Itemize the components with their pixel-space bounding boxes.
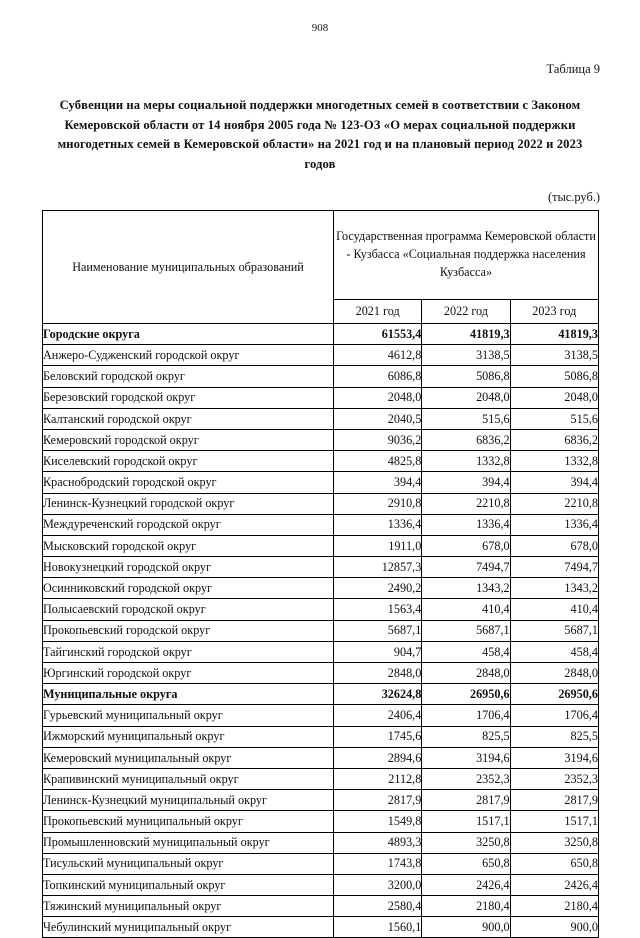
municipality-name-cell: Ижморский муниципальный округ — [43, 726, 334, 747]
value-cell-2023-год: 410,4 — [510, 599, 598, 620]
header-year-2021: 2021 год — [334, 300, 422, 324]
value-cell-2021-год: 1560,1 — [334, 917, 422, 938]
value-cell-2022-год: 1332,8 — [422, 451, 510, 472]
value-cell-2022-год: 394,4 — [422, 472, 510, 493]
municipality-name-cell: Городские округа — [43, 324, 334, 345]
municipality-name-cell: Киселевский городской округ — [43, 451, 334, 472]
table-row — [43, 832, 599, 853]
table-group-row — [43, 324, 599, 345]
value-cell-2023-год: 650,8 — [510, 853, 598, 874]
municipality-name-cell: Крапивинский муниципальный округ — [43, 768, 334, 789]
value-cell-2023-год: 26950,6 — [510, 684, 598, 705]
value-cell-2021-год: 2848,0 — [334, 663, 422, 684]
table-head — [43, 211, 599, 324]
value-cell-2021-год: 9036,2 — [334, 429, 422, 450]
value-cell-2022-год: 1706,4 — [422, 705, 510, 726]
table-row — [43, 408, 599, 429]
value-cell-2023-год: 2817,9 — [510, 790, 598, 811]
table-row — [43, 790, 599, 811]
value-cell-2021-год: 1336,4 — [334, 514, 422, 535]
value-cell-2023-год: 1336,4 — [510, 514, 598, 535]
value-cell-2022-год: 678,0 — [422, 535, 510, 556]
document-title: Субвенции на меры социальной поддержки многодетных семей в соответствии с Законом Кемеровской области от 14 ноября 2005 года № 123-ОЗ «О мерах социальной поддержки многодетных семей в Кемеровской области» на 2021 год и на плановый период 2022 и 2023 годов — [57, 98, 583, 171]
table-row — [43, 747, 599, 768]
value-cell-2021-год: 1745,6 — [334, 726, 422, 747]
value-cell-2023-год: 2048,0 — [510, 387, 598, 408]
value-cell-2021-год: 2406,4 — [334, 705, 422, 726]
value-cell-2022-год: 2817,9 — [422, 790, 510, 811]
value-cell-2021-год: 2112,8 — [334, 768, 422, 789]
value-cell-2021-год: 1911,0 — [334, 535, 422, 556]
value-cell-2023-год: 2848,0 — [510, 663, 598, 684]
page-number: 908 — [311, 22, 329, 34]
value-cell-2023-год: 678,0 — [510, 535, 598, 556]
value-cell-2021-год: 6086,8 — [334, 366, 422, 387]
value-cell-2022-год: 3250,8 — [422, 832, 510, 853]
value-cell-2023-год: 900,0 — [510, 917, 598, 938]
municipality-name-cell: Анжеро-Судженский городской округ — [43, 345, 334, 366]
value-cell-2021-год: 12857,3 — [334, 557, 422, 578]
municipality-name-cell: Междуреченский городской округ — [43, 514, 334, 535]
value-cell-2021-год: 1549,8 — [334, 811, 422, 832]
municipality-name-cell: Прокопьевский городской округ — [43, 620, 334, 641]
value-cell-2021-год: 2040,5 — [334, 408, 422, 429]
table-number-label: Таблица 9 — [546, 62, 600, 76]
value-cell-2022-год: 410,4 — [422, 599, 510, 620]
value-cell-2023-год: 2426,4 — [510, 874, 598, 895]
value-cell-2021-год: 394,4 — [334, 472, 422, 493]
value-cell-2023-год: 7494,7 — [510, 557, 598, 578]
value-cell-2023-год: 2210,8 — [510, 493, 598, 514]
municipality-name-cell: Тайгинский городской округ — [43, 641, 334, 662]
table-row — [43, 917, 599, 938]
header-year-2022: 2022 год — [422, 300, 510, 324]
table-row — [43, 578, 599, 599]
value-cell-2022-год: 900,0 — [422, 917, 510, 938]
table-row — [43, 896, 599, 917]
value-cell-2021-год: 61553,4 — [334, 324, 422, 345]
value-cell-2022-год: 458,4 — [422, 641, 510, 662]
value-cell-2022-год: 5086,8 — [422, 366, 510, 387]
municipality-name-cell: Топкинский муниципальный округ — [43, 874, 334, 895]
value-cell-2022-год: 7494,7 — [422, 557, 510, 578]
table-row — [43, 599, 599, 620]
value-cell-2022-год: 515,6 — [422, 408, 510, 429]
table-row — [43, 620, 599, 641]
value-cell-2023-год: 5086,8 — [510, 366, 598, 387]
table-row — [43, 429, 599, 450]
table-row — [43, 726, 599, 747]
value-cell-2022-год: 2048,0 — [422, 387, 510, 408]
value-cell-2022-год: 2352,3 — [422, 768, 510, 789]
table-row — [43, 811, 599, 832]
value-cell-2022-год: 1336,4 — [422, 514, 510, 535]
municipality-name-cell: Краснобродский городской округ — [43, 472, 334, 493]
value-cell-2023-год: 3250,8 — [510, 832, 598, 853]
municipality-name-cell: Юргинский городской округ — [43, 663, 334, 684]
value-cell-2021-год: 4612,8 — [334, 345, 422, 366]
value-cell-2023-год: 3138,5 — [510, 345, 598, 366]
value-cell-2022-год: 41819,3 — [422, 324, 510, 345]
value-cell-2023-год: 825,5 — [510, 726, 598, 747]
header-program-column: Государственная программа Кемеровской области - Кузбасса «Социальная поддержка населения Кузбасса» — [334, 211, 599, 300]
municipality-name-cell: Полысаевский городской округ — [43, 599, 334, 620]
municipality-name-cell: Мысковский городской округ — [43, 535, 334, 556]
value-cell-2022-год: 1343,2 — [422, 578, 510, 599]
table-row — [43, 366, 599, 387]
table-row — [43, 451, 599, 472]
municipality-name-cell: Новокузнецкий городской округ — [43, 557, 334, 578]
value-cell-2021-год: 2910,8 — [334, 493, 422, 514]
municipality-name-cell: Тисульский муниципальный округ — [43, 853, 334, 874]
value-cell-2021-год: 2048,0 — [334, 387, 422, 408]
municipality-name-cell: Осинниковский городской округ — [43, 578, 334, 599]
value-cell-2022-год: 1517,1 — [422, 811, 510, 832]
table-row — [43, 493, 599, 514]
table-row — [43, 514, 599, 535]
value-cell-2023-год: 2180,4 — [510, 896, 598, 917]
table-row — [43, 345, 599, 366]
value-cell-2023-год: 6836,2 — [510, 429, 598, 450]
value-cell-2023-год: 41819,3 — [510, 324, 598, 345]
table-row — [43, 853, 599, 874]
table-row — [43, 663, 599, 684]
value-cell-2021-год: 5687,1 — [334, 620, 422, 641]
municipality-name-cell: Ленинск-Кузнецкий муниципальный округ — [43, 790, 334, 811]
value-cell-2021-год: 4893,3 — [334, 832, 422, 853]
table-row — [43, 641, 599, 662]
value-cell-2021-год: 904,7 — [334, 641, 422, 662]
table-row — [43, 705, 599, 726]
table-row — [43, 874, 599, 895]
header-row-titles — [43, 211, 599, 300]
municipality-name-cell: Ленинск-Кузнецкий городской округ — [43, 493, 334, 514]
header-name-column: Наименование муниципальных образований — [43, 211, 334, 324]
value-cell-2022-год: 6836,2 — [422, 429, 510, 450]
value-cell-2022-год: 2426,4 — [422, 874, 510, 895]
table-group-row — [43, 684, 599, 705]
table-row — [43, 768, 599, 789]
value-cell-2021-год: 1743,8 — [334, 853, 422, 874]
value-cell-2022-год: 650,8 — [422, 853, 510, 874]
value-cell-2021-год: 2490,2 — [334, 578, 422, 599]
municipality-name-cell: Гурьевский муниципальный округ — [43, 705, 334, 726]
table-row — [43, 472, 599, 493]
value-cell-2023-год: 394,4 — [510, 472, 598, 493]
value-cell-2021-год: 2580,4 — [334, 896, 422, 917]
value-cell-2021-год: 32624,8 — [334, 684, 422, 705]
subventions-table — [42, 210, 599, 938]
value-cell-2023-год: 1332,8 — [510, 451, 598, 472]
value-cell-2021-год: 1563,4 — [334, 599, 422, 620]
value-cell-2021-год: 2817,9 — [334, 790, 422, 811]
municipality-name-cell: Кемеровский муниципальный округ — [43, 747, 334, 768]
municipality-name-cell: Чебулинский муниципальный округ — [43, 917, 334, 938]
value-cell-2021-год: 4825,8 — [334, 451, 422, 472]
value-cell-2023-год: 1343,2 — [510, 578, 598, 599]
value-cell-2023-год: 458,4 — [510, 641, 598, 662]
value-cell-2022-год: 2848,0 — [422, 663, 510, 684]
value-cell-2023-год: 3194,6 — [510, 747, 598, 768]
municipality-name-cell: Прокопьевский муниципальный округ — [43, 811, 334, 832]
value-cell-2022-год: 3138,5 — [422, 345, 510, 366]
value-cell-2021-год: 2894,6 — [334, 747, 422, 768]
value-cell-2022-год: 26950,6 — [422, 684, 510, 705]
value-cell-2023-год: 515,6 — [510, 408, 598, 429]
municipality-name-cell: Тяжинский муниципальный округ — [43, 896, 334, 917]
value-cell-2022-год: 825,5 — [422, 726, 510, 747]
header-year-2023: 2023 год — [510, 300, 598, 324]
value-cell-2022-год: 3194,6 — [422, 747, 510, 768]
value-cell-2022-год: 5687,1 — [422, 620, 510, 641]
municipality-name-cell: Промышленновский муниципальный округ — [43, 832, 334, 853]
value-cell-2023-год: 5687,1 — [510, 620, 598, 641]
value-cell-2022-год: 2180,4 — [422, 896, 510, 917]
municipality-name-cell: Калтанский городской округ — [43, 408, 334, 429]
value-cell-2023-год: 2352,3 — [510, 768, 598, 789]
value-cell-2023-год: 1706,4 — [510, 705, 598, 726]
value-cell-2021-год: 3200,0 — [334, 874, 422, 895]
value-cell-2023-год: 1517,1 — [510, 811, 598, 832]
table-body — [43, 324, 599, 938]
municipality-name-cell: Беловский городской округ — [43, 366, 334, 387]
municipality-name-cell: Кемеровский городской округ — [43, 429, 334, 450]
municipality-name-cell: Березовский городской округ — [43, 387, 334, 408]
table-row — [43, 557, 599, 578]
table-row — [43, 387, 599, 408]
value-cell-2022-год: 2210,8 — [422, 493, 510, 514]
units-label: (тыс.руб.) — [547, 190, 600, 204]
table-row — [43, 535, 599, 556]
municipality-name-cell: Муниципальные округа — [43, 684, 334, 705]
